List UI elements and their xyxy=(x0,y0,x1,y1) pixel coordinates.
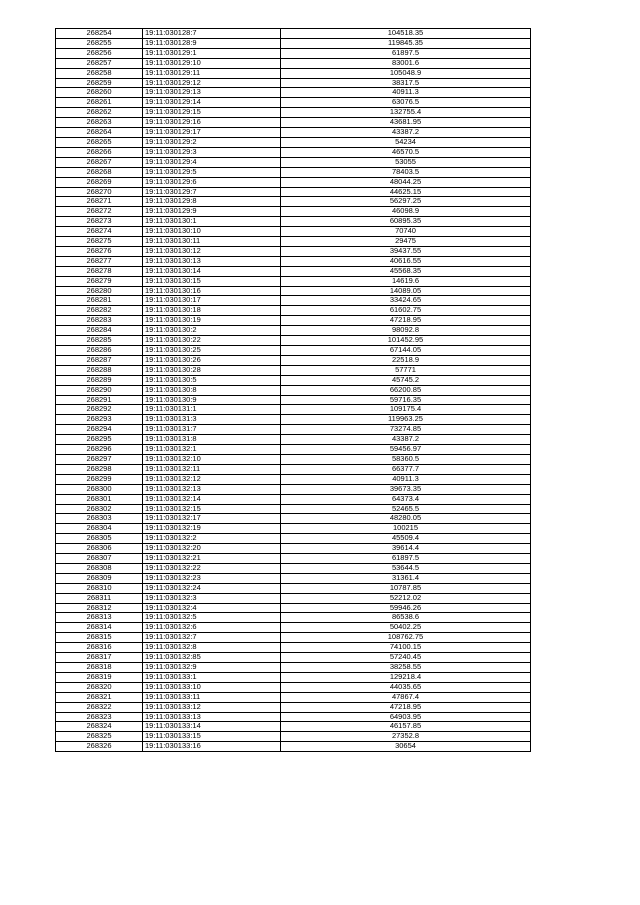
table-row xyxy=(56,435,531,445)
value-cell: 47218.95 xyxy=(281,702,531,712)
value-cell: 39437.55 xyxy=(281,246,531,256)
value-cell: 48280.05 xyxy=(281,514,531,524)
table-row xyxy=(56,266,531,276)
table-row xyxy=(56,316,531,326)
value-cell: 43387.2 xyxy=(281,435,531,445)
table-row xyxy=(56,415,531,425)
table-row xyxy=(56,385,531,395)
cadastral-number-cell: 19:11:030132:85 xyxy=(143,653,281,663)
cadastral-number-cell: 19:11:030130:2 xyxy=(143,326,281,336)
cadastral-number-cell: 19:11:030132:4 xyxy=(143,603,281,613)
value-cell: 43681.95 xyxy=(281,118,531,128)
value-cell: 14619.6 xyxy=(281,276,531,286)
row-id-cell: 268325 xyxy=(56,732,143,742)
row-id-cell: 268270 xyxy=(56,187,143,197)
cadastral-number-cell: 19:11:030133:10 xyxy=(143,682,281,692)
table-body xyxy=(56,29,531,752)
value-cell: 29475 xyxy=(281,237,531,247)
value-cell: 63076.5 xyxy=(281,98,531,108)
value-cell: 100215 xyxy=(281,524,531,534)
row-id-cell: 268287 xyxy=(56,355,143,365)
cadastral-number-cell: 19:11:030133:14 xyxy=(143,722,281,732)
row-id-cell: 268282 xyxy=(56,306,143,316)
cadastral-number-cell: 19:11:030130:1 xyxy=(143,217,281,227)
table-row xyxy=(56,355,531,365)
row-id-cell: 268280 xyxy=(56,286,143,296)
cadastral-number-cell: 19:11:030132:8 xyxy=(143,643,281,653)
row-id-cell: 268321 xyxy=(56,692,143,702)
table-row xyxy=(56,682,531,692)
row-id-cell: 268273 xyxy=(56,217,143,227)
table-row xyxy=(56,246,531,256)
row-id-cell: 268258 xyxy=(56,68,143,78)
cadastral-number-cell: 19:11:030129:13 xyxy=(143,88,281,98)
row-id-cell: 268319 xyxy=(56,672,143,682)
value-cell: 31361.4 xyxy=(281,573,531,583)
cadastral-number-cell: 19:11:030133:11 xyxy=(143,692,281,702)
cadastral-number-cell: 19:11:030132:21 xyxy=(143,554,281,564)
value-cell: 52212.02 xyxy=(281,593,531,603)
table-row xyxy=(56,336,531,346)
value-cell: 119845.35 xyxy=(281,38,531,48)
cadastral-number-cell: 19:11:030129:10 xyxy=(143,58,281,68)
row-id-cell: 268289 xyxy=(56,375,143,385)
table-row xyxy=(56,177,531,187)
value-cell: 61897.5 xyxy=(281,554,531,564)
cadastral-number-cell: 19:11:030129:16 xyxy=(143,118,281,128)
table-row xyxy=(56,237,531,247)
value-cell: 64903.95 xyxy=(281,712,531,722)
cadastral-number-cell: 19:11:030132:12 xyxy=(143,474,281,484)
cadastral-number-cell: 19:11:030130:17 xyxy=(143,296,281,306)
value-cell: 40911.3 xyxy=(281,88,531,98)
row-id-cell: 268305 xyxy=(56,534,143,544)
cadastral-number-cell: 19:11:030132:13 xyxy=(143,484,281,494)
value-cell: 60895.35 xyxy=(281,217,531,227)
table-row xyxy=(56,603,531,613)
table-row xyxy=(56,147,531,157)
cadastral-number-cell: 19:11:030130:28 xyxy=(143,365,281,375)
table-row xyxy=(56,613,531,623)
row-id-cell: 268298 xyxy=(56,464,143,474)
value-cell: 59716.35 xyxy=(281,395,531,405)
cadastral-number-cell: 19:11:030132:10 xyxy=(143,454,281,464)
value-cell: 57240.45 xyxy=(281,653,531,663)
table-row xyxy=(56,742,531,752)
cadastral-number-cell: 19:11:030132:19 xyxy=(143,524,281,534)
table-row xyxy=(56,276,531,286)
cadastral-number-cell: 19:11:030130:5 xyxy=(143,375,281,385)
value-cell: 45745.2 xyxy=(281,375,531,385)
value-cell: 66200.85 xyxy=(281,385,531,395)
table-row xyxy=(56,29,531,39)
cadastral-number-cell: 19:11:030132:6 xyxy=(143,623,281,633)
cadastral-number-cell: 19:11:030129:5 xyxy=(143,167,281,177)
cadastral-number-cell: 19:11:030129:3 xyxy=(143,147,281,157)
row-id-cell: 268314 xyxy=(56,623,143,633)
data-table xyxy=(55,28,531,752)
cadastral-number-cell: 19:11:030130:10 xyxy=(143,227,281,237)
value-cell: 40616.55 xyxy=(281,256,531,266)
table-row xyxy=(56,692,531,702)
cadastral-number-cell: 19:11:030131:1 xyxy=(143,405,281,415)
cadastral-number-cell: 19:11:030130:19 xyxy=(143,316,281,326)
row-id-cell: 268254 xyxy=(56,29,143,39)
row-id-cell: 268311 xyxy=(56,593,143,603)
table-row xyxy=(56,425,531,435)
value-cell: 30654 xyxy=(281,742,531,752)
table-row xyxy=(56,563,531,573)
value-cell: 58360.5 xyxy=(281,454,531,464)
row-id-cell: 268323 xyxy=(56,712,143,722)
value-cell: 129218.4 xyxy=(281,672,531,682)
row-id-cell: 268324 xyxy=(56,722,143,732)
row-id-cell: 268259 xyxy=(56,78,143,88)
table-row xyxy=(56,702,531,712)
table-row xyxy=(56,58,531,68)
cadastral-number-cell: 19:11:030132:7 xyxy=(143,633,281,643)
row-id-cell: 268285 xyxy=(56,336,143,346)
row-id-cell: 268296 xyxy=(56,445,143,455)
table-row xyxy=(56,484,531,494)
value-cell: 64373.4 xyxy=(281,494,531,504)
table-row xyxy=(56,583,531,593)
cadastral-number-cell: 19:11:030132:17 xyxy=(143,514,281,524)
value-cell: 132755.4 xyxy=(281,108,531,118)
row-id-cell: 268306 xyxy=(56,544,143,554)
row-id-cell: 268297 xyxy=(56,454,143,464)
table-row xyxy=(56,395,531,405)
row-id-cell: 268299 xyxy=(56,474,143,484)
table-row xyxy=(56,197,531,207)
cadastral-number-cell: 19:11:030132:14 xyxy=(143,494,281,504)
table-row xyxy=(56,454,531,464)
row-id-cell: 268263 xyxy=(56,118,143,128)
table-row xyxy=(56,722,531,732)
cadastral-number-cell: 19:11:030130:15 xyxy=(143,276,281,286)
value-cell: 39673.35 xyxy=(281,484,531,494)
cadastral-number-cell: 19:11:030132:24 xyxy=(143,583,281,593)
table-row xyxy=(56,365,531,375)
value-cell: 47218.95 xyxy=(281,316,531,326)
value-cell: 14089.05 xyxy=(281,286,531,296)
row-id-cell: 268307 xyxy=(56,554,143,564)
value-cell: 22518.9 xyxy=(281,355,531,365)
row-id-cell: 268264 xyxy=(56,128,143,138)
cadastral-number-cell: 19:11:030128:9 xyxy=(143,38,281,48)
table-row xyxy=(56,207,531,217)
cadastral-number-cell: 19:11:030129:6 xyxy=(143,177,281,187)
cadastral-number-cell: 19:11:030130:8 xyxy=(143,385,281,395)
cadastral-number-cell: 19:11:030130:12 xyxy=(143,246,281,256)
row-id-cell: 268271 xyxy=(56,197,143,207)
value-cell: 70740 xyxy=(281,227,531,237)
table-row xyxy=(56,326,531,336)
table-row xyxy=(56,663,531,673)
cadastral-number-cell: 19:11:030130:13 xyxy=(143,256,281,266)
cadastral-number-cell: 19:11:030132:23 xyxy=(143,573,281,583)
value-cell: 119963.25 xyxy=(281,415,531,425)
row-id-cell: 268294 xyxy=(56,425,143,435)
row-id-cell: 268269 xyxy=(56,177,143,187)
row-id-cell: 268262 xyxy=(56,108,143,118)
row-id-cell: 268276 xyxy=(56,246,143,256)
row-id-cell: 268318 xyxy=(56,663,143,673)
table-row xyxy=(56,405,531,415)
table-row xyxy=(56,514,531,524)
row-id-cell: 268281 xyxy=(56,296,143,306)
value-cell: 38317.5 xyxy=(281,78,531,88)
value-cell: 46157.85 xyxy=(281,722,531,732)
table-row xyxy=(56,544,531,554)
table-row xyxy=(56,88,531,98)
row-id-cell: 268308 xyxy=(56,563,143,573)
value-cell: 59456.97 xyxy=(281,445,531,455)
table-row xyxy=(56,643,531,653)
table-row xyxy=(56,494,531,504)
row-id-cell: 268278 xyxy=(56,266,143,276)
table-row xyxy=(56,187,531,197)
row-id-cell: 268315 xyxy=(56,633,143,643)
value-cell: 74100.15 xyxy=(281,643,531,653)
value-cell: 47867.4 xyxy=(281,692,531,702)
value-cell: 33424.65 xyxy=(281,296,531,306)
table-row xyxy=(56,346,531,356)
value-cell: 109175.4 xyxy=(281,405,531,415)
row-id-cell: 268302 xyxy=(56,504,143,514)
row-id-cell: 268267 xyxy=(56,157,143,167)
cadastral-number-cell: 19:11:030131:3 xyxy=(143,415,281,425)
table-row xyxy=(56,504,531,514)
row-id-cell: 268272 xyxy=(56,207,143,217)
table-row xyxy=(56,227,531,237)
table-row xyxy=(56,593,531,603)
value-cell: 44625.15 xyxy=(281,187,531,197)
table-row xyxy=(56,256,531,266)
cadastral-number-cell: 19:11:030130:11 xyxy=(143,237,281,247)
table-row xyxy=(56,157,531,167)
value-cell: 61602.75 xyxy=(281,306,531,316)
value-cell: 78403.5 xyxy=(281,167,531,177)
row-id-cell: 268288 xyxy=(56,365,143,375)
row-id-cell: 268295 xyxy=(56,435,143,445)
row-id-cell: 268275 xyxy=(56,237,143,247)
table-row xyxy=(56,554,531,564)
table-row xyxy=(56,524,531,534)
table-row xyxy=(56,306,531,316)
row-id-cell: 268290 xyxy=(56,385,143,395)
value-cell: 46098.9 xyxy=(281,207,531,217)
cadastral-number-cell: 19:11:030132:1 xyxy=(143,445,281,455)
cadastral-number-cell: 19:11:030129:1 xyxy=(143,48,281,58)
row-id-cell: 268284 xyxy=(56,326,143,336)
value-cell: 10787.85 xyxy=(281,583,531,593)
cadastral-number-cell: 19:11:030133:12 xyxy=(143,702,281,712)
cadastral-number-cell: 19:11:030132:11 xyxy=(143,464,281,474)
cadastral-number-cell: 19:11:030129:2 xyxy=(143,137,281,147)
value-cell: 50402.25 xyxy=(281,623,531,633)
cadastral-number-cell: 19:11:030132:5 xyxy=(143,613,281,623)
table-row xyxy=(56,48,531,58)
cadastral-number-cell: 19:11:030130:22 xyxy=(143,336,281,346)
row-id-cell: 268256 xyxy=(56,48,143,58)
row-id-cell: 268309 xyxy=(56,573,143,583)
row-id-cell: 268326 xyxy=(56,742,143,752)
table-row xyxy=(56,68,531,78)
cadastral-number-cell: 19:11:030132:22 xyxy=(143,563,281,573)
cadastral-number-cell: 19:11:030133:16 xyxy=(143,742,281,752)
table-row xyxy=(56,732,531,742)
table-row xyxy=(56,653,531,663)
row-id-cell: 268320 xyxy=(56,682,143,692)
table-row xyxy=(56,534,531,544)
cadastral-number-cell: 19:11:030130:14 xyxy=(143,266,281,276)
table-row xyxy=(56,128,531,138)
cadastral-number-cell: 19:11:030132:2 xyxy=(143,534,281,544)
row-id-cell: 268266 xyxy=(56,147,143,157)
value-cell: 67144.05 xyxy=(281,346,531,356)
value-cell: 61897.5 xyxy=(281,48,531,58)
row-id-cell: 268304 xyxy=(56,524,143,534)
table-row xyxy=(56,78,531,88)
table-row xyxy=(56,672,531,682)
cadastral-number-cell: 19:11:030129:4 xyxy=(143,157,281,167)
row-id-cell: 268316 xyxy=(56,643,143,653)
row-id-cell: 268257 xyxy=(56,58,143,68)
value-cell: 73274.85 xyxy=(281,425,531,435)
value-cell: 38258.55 xyxy=(281,663,531,673)
cadastral-number-cell: 19:11:030130:25 xyxy=(143,346,281,356)
cadastral-number-cell: 19:11:030131:8 xyxy=(143,435,281,445)
cadastral-number-cell: 19:11:030132:9 xyxy=(143,663,281,673)
row-id-cell: 268293 xyxy=(56,415,143,425)
row-id-cell: 268292 xyxy=(56,405,143,415)
row-id-cell: 268322 xyxy=(56,702,143,712)
table-row xyxy=(56,98,531,108)
row-id-cell: 268286 xyxy=(56,346,143,356)
table-row xyxy=(56,217,531,227)
value-cell: 104518.35 xyxy=(281,29,531,39)
cadastral-number-cell: 19:11:030132:20 xyxy=(143,544,281,554)
value-cell: 27352.8 xyxy=(281,732,531,742)
table-row xyxy=(56,118,531,128)
cadastral-number-cell: 19:11:030130:16 xyxy=(143,286,281,296)
table-row xyxy=(56,623,531,633)
table-row xyxy=(56,296,531,306)
value-cell: 43387.2 xyxy=(281,128,531,138)
cadastral-number-cell: 19:11:030132:15 xyxy=(143,504,281,514)
cadastral-number-cell: 19:11:030130:9 xyxy=(143,395,281,405)
value-cell: 46570.5 xyxy=(281,147,531,157)
value-cell: 66377.7 xyxy=(281,464,531,474)
value-cell: 53644.5 xyxy=(281,563,531,573)
cadastral-number-cell: 19:11:030129:7 xyxy=(143,187,281,197)
table-row xyxy=(56,286,531,296)
value-cell: 83001.6 xyxy=(281,58,531,68)
row-id-cell: 268291 xyxy=(56,395,143,405)
value-cell: 53055 xyxy=(281,157,531,167)
value-cell: 54234 xyxy=(281,137,531,147)
row-id-cell: 268310 xyxy=(56,583,143,593)
cadastral-number-cell: 19:11:030129:15 xyxy=(143,108,281,118)
table-row xyxy=(56,38,531,48)
row-id-cell: 268303 xyxy=(56,514,143,524)
cadastral-number-cell: 19:11:030128:7 xyxy=(143,29,281,39)
cadastral-number-cell: 19:11:030133:15 xyxy=(143,732,281,742)
row-id-cell: 268312 xyxy=(56,603,143,613)
value-cell: 59946.26 xyxy=(281,603,531,613)
table-row xyxy=(56,108,531,118)
value-cell: 44035.65 xyxy=(281,682,531,692)
row-id-cell: 268313 xyxy=(56,613,143,623)
value-cell: 48044.25 xyxy=(281,177,531,187)
value-cell: 86538.6 xyxy=(281,613,531,623)
table-row xyxy=(56,445,531,455)
value-cell: 98092.8 xyxy=(281,326,531,336)
table-row xyxy=(56,167,531,177)
row-id-cell: 268283 xyxy=(56,316,143,326)
value-cell: 45568.35 xyxy=(281,266,531,276)
row-id-cell: 268300 xyxy=(56,484,143,494)
value-cell: 105048.9 xyxy=(281,68,531,78)
table-row xyxy=(56,712,531,722)
value-cell: 40911.3 xyxy=(281,474,531,484)
value-cell: 45509.4 xyxy=(281,534,531,544)
cadastral-number-cell: 19:11:030129:12 xyxy=(143,78,281,88)
row-id-cell: 268255 xyxy=(56,38,143,48)
cadastral-number-cell: 19:11:030133:13 xyxy=(143,712,281,722)
row-id-cell: 268268 xyxy=(56,167,143,177)
value-cell: 56297.25 xyxy=(281,197,531,207)
cadastral-number-cell: 19:11:030129:11 xyxy=(143,68,281,78)
row-id-cell: 268279 xyxy=(56,276,143,286)
table-row xyxy=(56,375,531,385)
row-id-cell: 268277 xyxy=(56,256,143,266)
table-row xyxy=(56,137,531,147)
value-cell: 57771 xyxy=(281,365,531,375)
table-row xyxy=(56,573,531,583)
cadastral-number-cell: 19:11:030129:8 xyxy=(143,197,281,207)
row-id-cell: 268301 xyxy=(56,494,143,504)
table-row xyxy=(56,464,531,474)
row-id-cell: 268265 xyxy=(56,137,143,147)
cadastral-number-cell: 19:11:030132:3 xyxy=(143,593,281,603)
value-cell: 101452.95 xyxy=(281,336,531,346)
value-cell: 39614.4 xyxy=(281,544,531,554)
cadastral-number-cell: 19:11:030129:14 xyxy=(143,98,281,108)
row-id-cell: 268274 xyxy=(56,227,143,237)
cadastral-number-cell: 19:11:030129:9 xyxy=(143,207,281,217)
value-cell: 108762.75 xyxy=(281,633,531,643)
table-row xyxy=(56,633,531,643)
cadastral-number-cell: 19:11:030130:26 xyxy=(143,355,281,365)
cadastral-number-cell: 19:11:030129:17 xyxy=(143,128,281,138)
row-id-cell: 268317 xyxy=(56,653,143,663)
value-cell: 52465.5 xyxy=(281,504,531,514)
cadastral-number-cell: 19:11:030133:1 xyxy=(143,672,281,682)
row-id-cell: 268261 xyxy=(56,98,143,108)
row-id-cell: 268260 xyxy=(56,88,143,98)
table-row xyxy=(56,474,531,484)
cadastral-number-cell: 19:11:030131:7 xyxy=(143,425,281,435)
cadastral-number-cell: 19:11:030130:18 xyxy=(143,306,281,316)
